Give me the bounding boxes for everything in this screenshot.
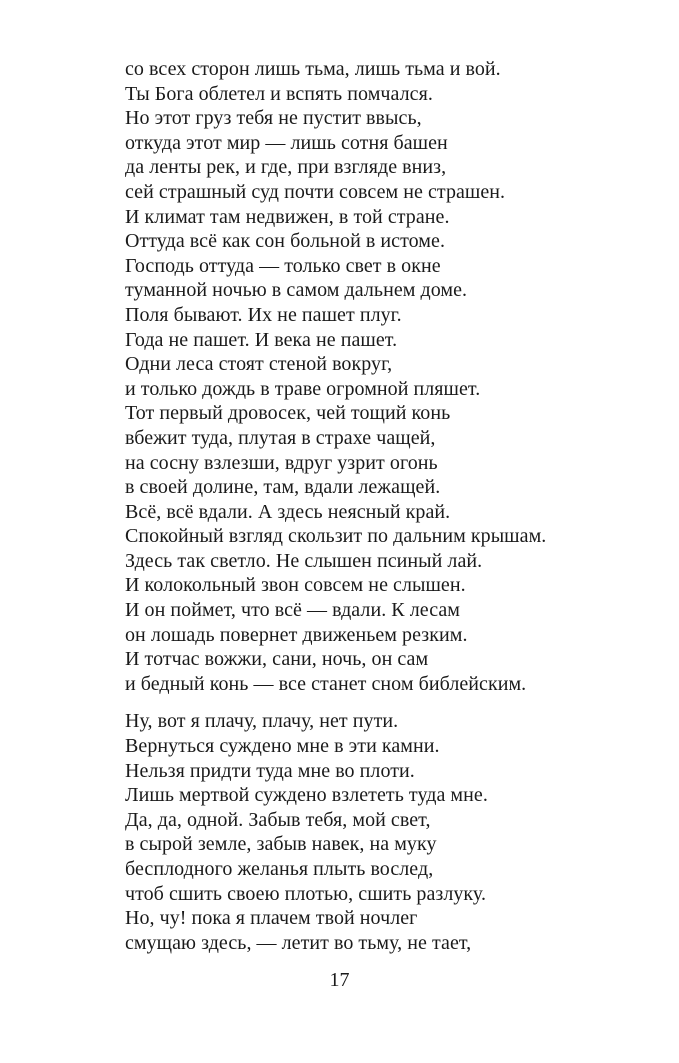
- poem-line: он лошадь повернет движеньем резким.: [125, 623, 468, 646]
- poem-line: сей страшный суд почти совсем не страшен.: [125, 180, 506, 203]
- poem-line: Лишь мертвой суждено взлететь туда мне.: [125, 784, 488, 807]
- poem-line: Года не пашет. И века не пашет.: [125, 328, 398, 351]
- poem-line: в своей долине, там, вдали лежащей.: [125, 476, 441, 499]
- poem-line: вбежит туда, плутая в страхе чащей,: [125, 426, 436, 449]
- poem-line: да ленты рек, и где, при взгляде вниз,: [125, 156, 447, 179]
- poem-line: И тотчас вожжи, сани, ночь, он сам: [125, 648, 429, 671]
- stanza-2: [125, 709, 645, 955]
- poem-line: И климат там недвижен, в той стране.: [125, 205, 450, 228]
- poem-line: Вернуться суждено мне в эти камни.: [125, 735, 440, 758]
- stanza-1: [125, 57, 645, 696]
- poem-line: Оттуда всё как сон больной в истоме.: [125, 230, 445, 253]
- poem-line: Ну, вот я плачу, плачу, нет пути.: [125, 710, 399, 733]
- poem-line: со всех сторон лишь тьма, лишь тьма и вой.: [125, 58, 501, 80]
- poem-line: И он поймет, что всё — вдали. К лесам: [125, 599, 460, 622]
- poem-line: откуда этот мир — лишь сотня башен: [125, 131, 448, 154]
- poem-line: Одни леса стоят стеной вокруг,: [125, 353, 393, 376]
- poem-line: и бедный конь — все станет сном библейским.: [125, 672, 527, 695]
- poem-line: Да, да, одной. Забыв тебя, мой свет,: [125, 808, 431, 831]
- poem-line: Поля бывают. Их не пашет плуг.: [125, 303, 402, 326]
- poem-line: и только дождь в траве огромной пляшет.: [125, 377, 481, 400]
- poem-text: [125, 57, 645, 955]
- poem-line: чтоб сшить своею плотью, сшить разлуку.: [125, 882, 487, 905]
- poem-line: Спокойный взгляд скользит по дальним крышам.: [125, 525, 547, 548]
- poem-line: туманной ночью в самом дальнем доме.: [125, 279, 468, 302]
- poem-line: Но, чу! пока я плачем твой ночлег: [125, 907, 418, 930]
- poem-line: Всё, всё вдали. А здесь неясный край.: [125, 500, 451, 523]
- poem-line: Тот первый дровосек, чей тощий конь: [125, 402, 451, 425]
- poem-line: бесплодного желанья плыть вослед,: [125, 858, 434, 880]
- poem-line: Нельзя придти туда мне во плоти.: [125, 759, 415, 782]
- poem-line: Ты Бога облетел и вспять помчался.: [125, 82, 433, 105]
- poem-line: на сосну взлезши, вдруг узрит огонь: [125, 451, 438, 474]
- poem-line: Но этот груз тебя не пустит ввысь,: [125, 107, 422, 130]
- poem-line: И колокольный звон совсем не слышен.: [125, 574, 466, 597]
- poem-line: смущаю здесь, — летит во тьму, не тает,: [125, 931, 472, 954]
- poem-line: в сырой земле, забыв навек, на муку: [125, 833, 437, 856]
- page-number: 17: [329, 969, 350, 991]
- poem-line: Господь оттуда — только свет в окне: [125, 254, 441, 277]
- poem-line: Здесь так светло. Не слышен псиный лай.: [125, 549, 483, 572]
